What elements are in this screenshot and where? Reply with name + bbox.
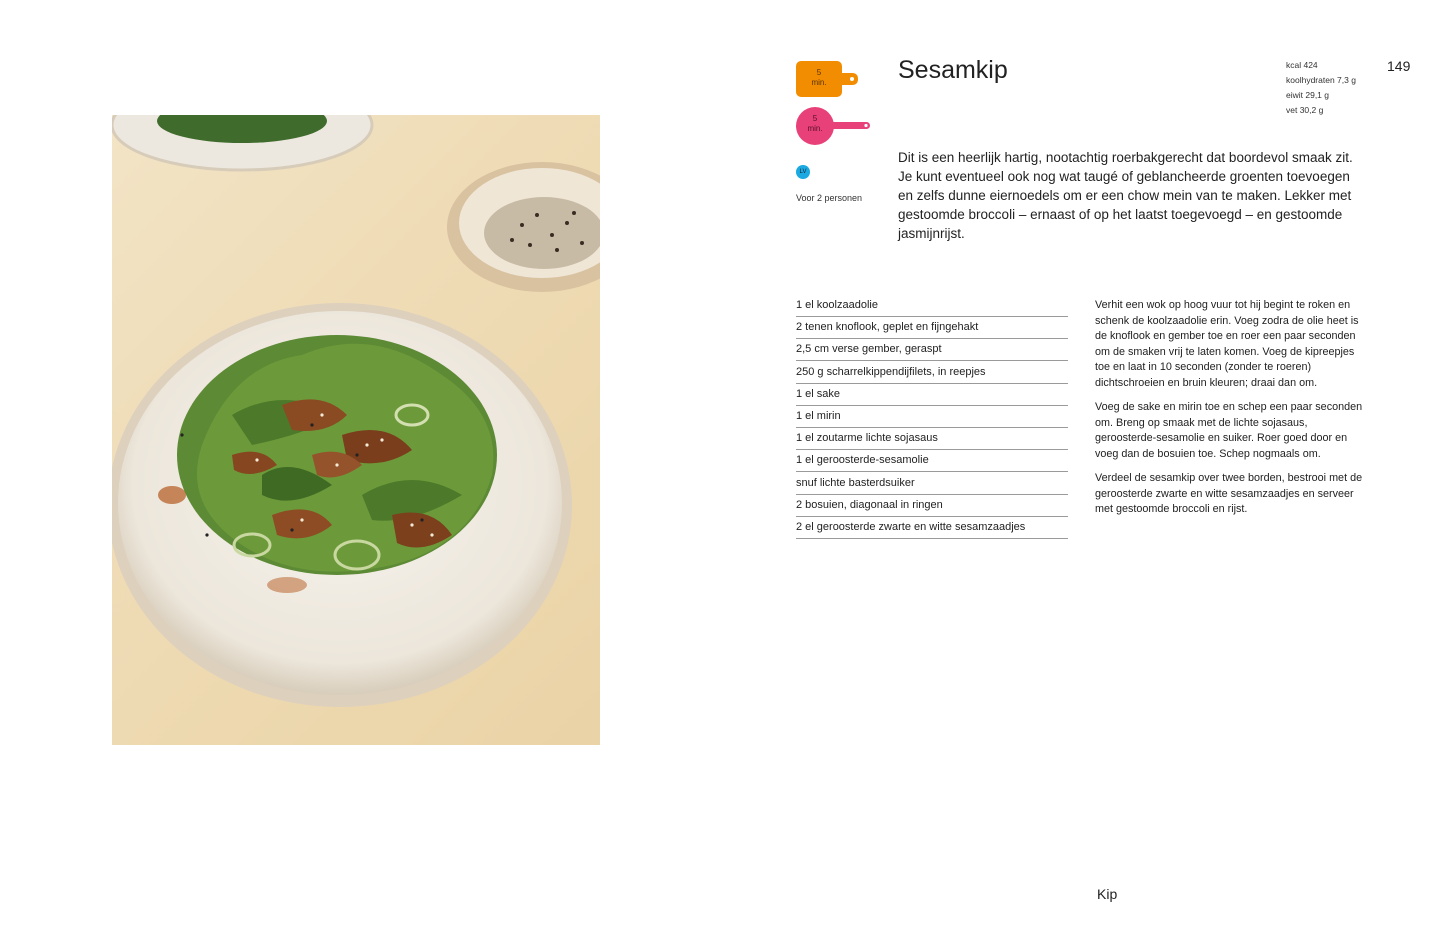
recipe-photo [112, 115, 600, 745]
nutrition-protein: eiwit 29,1 g [1286, 90, 1329, 100]
ingredient-item: 250 g scharrelkippendijfilets, in reepjes [796, 363, 1068, 384]
ingredient-item: 1 el geroosterde-sesamolie [796, 451, 1068, 472]
prep-time-badge [796, 61, 860, 104]
ingredient-item: 1 el zoutarme lichte sojasaus [796, 429, 1068, 450]
cook-time-badge [796, 106, 872, 151]
nutrition-kcal: kcal 424 [1286, 60, 1318, 70]
ingredient-list [796, 296, 1068, 540]
ingredient-item: 1 el sake [796, 385, 1068, 406]
method-step-3: Verdeel de sesamkip over twee borden, bestrooi met de geroosterde zwarte en witte sesamzaadjes en serveer met gestoomde broccoli en rijst. [1095, 472, 1363, 515]
ingredient-item: 2 tenen knoflook, geplet en fijngehakt [796, 318, 1068, 339]
ingredient-item: 1 el mirin [796, 407, 1068, 428]
ingredient-item: 2 bosuien, diagonaal in ringen [796, 496, 1068, 517]
section-label: Kip [1097, 886, 1118, 902]
servings: Voor 2 personen [796, 193, 863, 203]
recipe-intro: Dit is een heerlijk hartig, nootachtig roerbakgerecht dat boordevol smaak zit. Je kunt eventueel ook nog wat taugé of geblancheerde groenten toevoegen en zelfs dunne eiernoedels om er een chow mein van te maken. Lekker met gestoomde broccoli – ernaast of op het laatst toegevoegd – en gestoomde jasmijnrijst. [898, 150, 1353, 241]
method-step-1: Verhit een wok op hoog vuur tot hij begint te roken en schenk de koolzaadolie erin. Voeg zodra de olie heet is de knoflook en gember toe en roer een paar seconden om de smaken vrij te laten komen. Voeg de kipreepjes toe en laat in 10 seconden (zonder te roeren) dichtschroeien en bruin kleuren; draai dan om. [1095, 299, 1359, 389]
ingredient-item: 1 el koolzaadolie [796, 296, 1068, 317]
page-number: 149 [1387, 58, 1411, 74]
cook-time-unit: min. [807, 124, 823, 133]
nutrition-info [1286, 58, 1356, 118]
prep-time-unit: min. [811, 78, 827, 87]
ingredient-item: 2 el geroosterde zwarte en witte sesamzaadjes [796, 518, 1068, 539]
method-step-2: Voeg de sake en mirin toe en schep een paar seconden om. Breng op smaak met de lichte sojasaus, geroosterde-sesamolie en suiker. Roer goed door en voeg dan de bosuien toe. Schep nogmaals om. [1095, 401, 1363, 460]
cook-time-value: 5 [812, 114, 818, 123]
recipe-title: Sesamkip [898, 56, 1008, 84]
ingredient-item: snuf lichte basterdsuiker [796, 474, 1068, 495]
prep-time-value: 5 [816, 68, 822, 77]
ingredient-item: 2,5 cm verse gember, geraspt [796, 340, 1068, 361]
method-steps [1095, 298, 1367, 527]
nutrition-carbs: koolhydraten 7,3 g [1286, 75, 1356, 85]
diet-badge: LV [796, 165, 810, 179]
nutrition-fat: vet 30,2 g [1286, 105, 1324, 115]
